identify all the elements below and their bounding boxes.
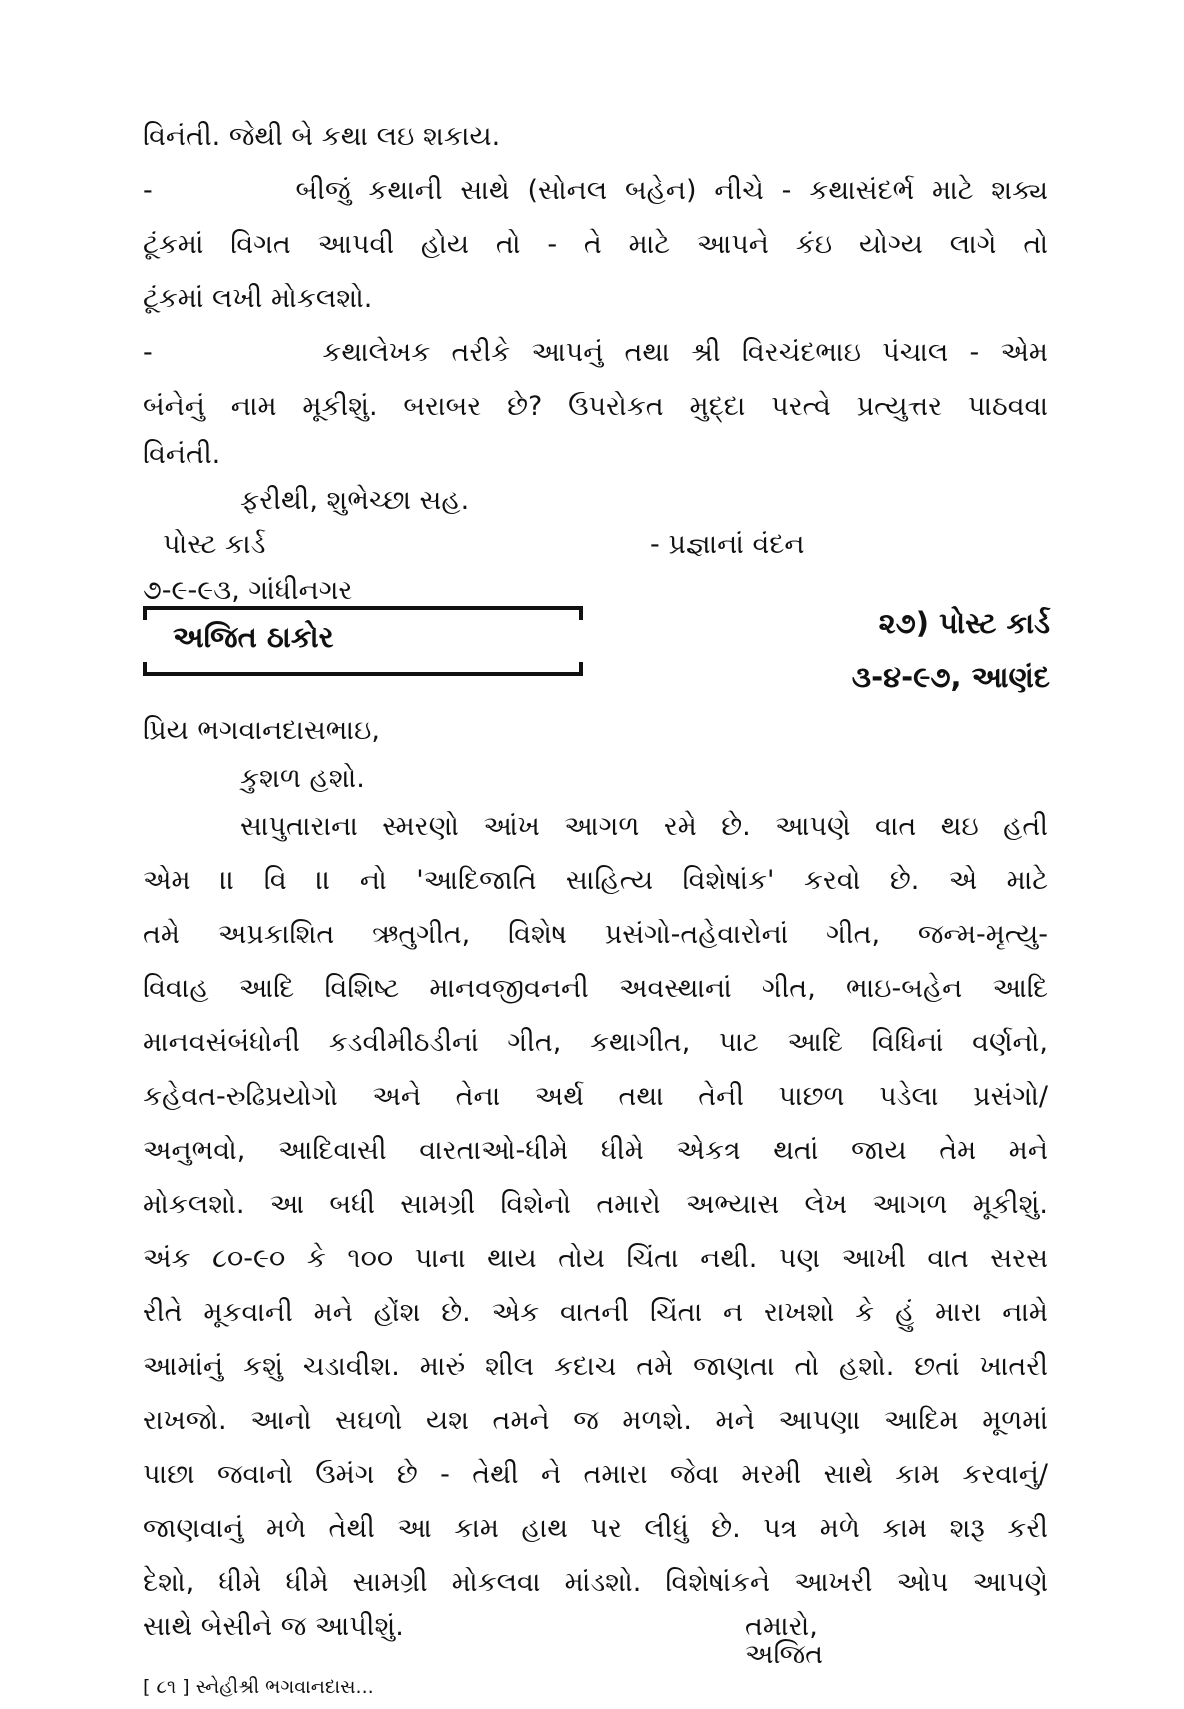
page-footer: [ ૮૧ ] સ્નેહીશ્રી ભગવાનદાસ... bbox=[143, 1676, 374, 1698]
prev-letter-line: ટૂંકમાં લખી મોકલશો. bbox=[143, 283, 373, 314]
letter-date-place: ૩-૪-૯૭, આણંદ bbox=[851, 660, 1050, 694]
prev-letter-line: ટૂંકમાં વિગત આપવી હોય તો - તે માટે આપને કંઇ યોગ્ય લાગે તો bbox=[143, 229, 1048, 260]
body-line: સાથે બેસીને જ આપીશું. bbox=[143, 1611, 404, 1642]
letter-number-type: ૨૭) પોસ્ટ કાર્ડ bbox=[878, 606, 1050, 640]
body-line: તમે અપ્રકાશિત ઋતુગીત, વિશેષ પ્રસંગો-તહેવારોનાં ગીત, જન્મ-મૃત્યુ- bbox=[143, 919, 1048, 950]
closing-2: અજિત bbox=[745, 1639, 824, 1670]
prev-letter-date-place: ૭-૯-૯૩, ગાંધીનગર bbox=[143, 575, 353, 606]
sender-box bbox=[143, 598, 583, 680]
prev-letter-line: વિનંતી. જેથી બે કથા લઇ શકાય. bbox=[143, 121, 501, 152]
body-line: જાણવાનું મળે તેથી આ કામ હાથ પર લીધું છે. પત્ર મળે કામ શરૂ કરી bbox=[143, 1513, 1048, 1544]
body-line: અનુભવો, આદિવાસી વારતાઓ-ધીમે ધીમે એકત્ર થતાં જાય તેમ મને bbox=[143, 1135, 1048, 1166]
prev-letter-line: - કથાલેખક તરીકે આપનું તથા શ્રી વિરચંદભાઇ પંચાલ - એમ bbox=[143, 337, 1048, 368]
salutation: પ્રિય ભગવાનદાસભાઇ, bbox=[143, 715, 380, 746]
body-line: મોકલશો. આ બધી સામગ્રી વિશેનો તમારો અભ્યાસ લેખ આગળ મૂકીશું. bbox=[143, 1189, 1048, 1220]
body-line: સાપુતારાના સ્મરણો આંખ આગળ રમે છે. આપણે વાત થઇ હતી bbox=[240, 811, 1048, 842]
sender-name: અજિત ઠાકોર bbox=[173, 620, 334, 654]
body-line: વિવાહ આદિ વિશિષ્ટ માનવજીવનની અવસ્થાનાં ગીત, ભાઇ-બહેન આદિ bbox=[143, 973, 1048, 1004]
greeting: કુશળ હશો. bbox=[240, 763, 365, 794]
body-line: પાછા જવાનો ઉમંગ છે - તેથી ને તમારા જેવા મરમી સાથે કામ કરવાનું/ bbox=[143, 1459, 1048, 1490]
body-line: રીતે મૂકવાની મને હોંશ છે. એક વાતની ચિંતા ન રાખશો કે હું મારા નામે bbox=[143, 1297, 1048, 1328]
closing-1: તમારો, bbox=[745, 1611, 818, 1642]
body-line: આમાંનું કશું ચડાવીશ. મારું શીલ કદાચ તમે જાણતા તો હશો. છતાં ખાતરી bbox=[143, 1351, 1048, 1382]
prev-letter-line: બંનેનું નામ મૂકીશું. બરાબર છે? ઉપરોકત મુદ્દા પરત્વે પ્રત્યુત્તર પાઠવવા bbox=[143, 391, 1048, 422]
body-line: અંક ૮૦-૯૦ કે ૧૦૦ પાના થાય તોય ચિંતા નથી. પણ આખી વાત સરસ bbox=[143, 1243, 1048, 1274]
body-line: દેશો, ધીમે ધીમે સામગ્રી મોકલવા માંડશો. વિશેષાંકને આખરી ઓપ આપણે bbox=[143, 1567, 1048, 1598]
prev-letter-line: - બીજું કથાની સાથે (સોનલ બહેન) નીચે - કથાસંદર્ભ માટે શક્ય bbox=[143, 175, 1048, 206]
body-line: માનવસંબંધોની કડવીમીઠડીનાં ગીત, કથાગીત, પાટ આદિ વિધિનાં વર્ણનો, bbox=[143, 1027, 1048, 1058]
prev-letter-type: પોસ્ટ કાર્ડ bbox=[163, 529, 266, 560]
prev-letter-closing: ફરીથી, શુભેચ્છા સહ. bbox=[240, 485, 470, 516]
body-line: રાખજો. આનો સઘળો યશ તમને જ મળશે. મને આપણા આદિમ મૂળમાં bbox=[143, 1405, 1048, 1436]
body-line: એમ ।। વિ ।। નો 'આદિજાતિ સાહિત્ય વિશેષાંક' કરવો છે. એ માટે bbox=[143, 865, 1048, 896]
prev-letter-signature: - પ્રજ્ઞાનાં વંદન bbox=[650, 529, 805, 560]
body-line: કહેવત-રુઢિપ્રયોગો અને તેના અર્થ તથા તેની પાછળ પડેલા પ્રસંગો/ bbox=[143, 1081, 1048, 1112]
prev-letter-line: વિનંતી. bbox=[143, 439, 221, 470]
